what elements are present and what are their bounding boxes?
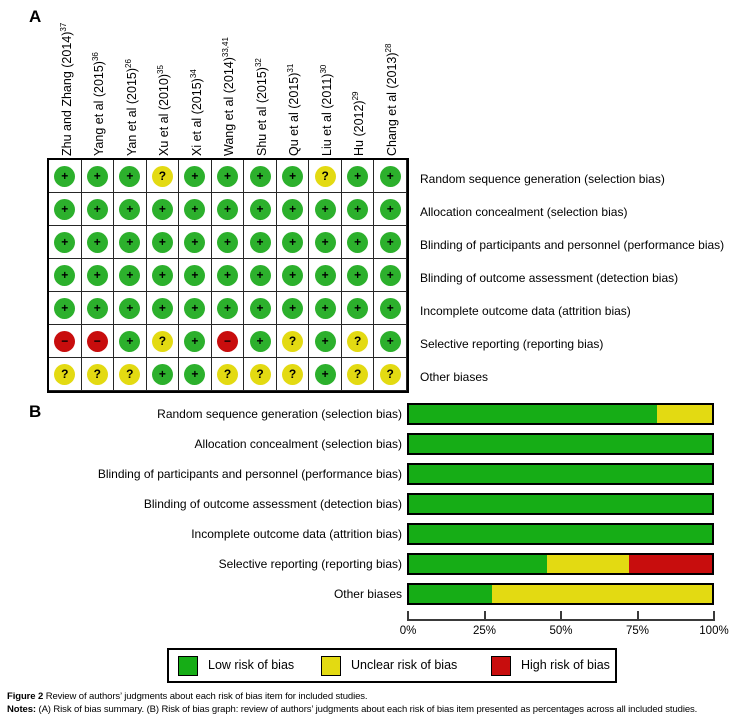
grid-cell (244, 160, 277, 193)
figure-title: Review of authors’ judgments about each risk of bias item for included studies. (43, 691, 368, 702)
judgment-low-icon: + (54, 166, 75, 187)
axis-tick (713, 611, 715, 621)
study-name: Shu et al (2015) (254, 67, 269, 156)
study-name: Qu et al (2015) (287, 72, 302, 156)
bar-category-label: Random sequence generation (selection bias) (157, 407, 402, 421)
grid-cell (147, 160, 180, 193)
judgment-low-icon: + (217, 232, 238, 253)
study-header (288, 64, 301, 156)
grid-cell (179, 160, 212, 193)
judgment-low-icon: + (54, 265, 75, 286)
study-name: Xi et al (2015) (189, 78, 204, 156)
bar-segment-low (409, 465, 712, 483)
judgment-low-icon: + (315, 331, 336, 352)
grid-cell (342, 358, 375, 391)
grid-cell (309, 160, 342, 193)
judgment-unclear-icon: ? (54, 364, 75, 385)
bias-item-label: Blinding of participants and personnel (performance bias) (420, 237, 725, 252)
grid-cell (244, 259, 277, 292)
grid-cell (212, 292, 245, 325)
judgment-low-icon: + (152, 364, 173, 385)
judgment-low-icon: + (184, 364, 205, 385)
judgment-low-icon: + (380, 199, 401, 220)
judgment-unclear-icon: ? (152, 166, 173, 187)
bar-category-label: Incomplete outcome data (attrition bias) (191, 527, 402, 541)
stacked-bar (407, 463, 714, 485)
bar-segment-low (409, 525, 712, 543)
grid-cell (212, 325, 245, 358)
legend-swatch-low (178, 656, 198, 676)
grid-cell (179, 292, 212, 325)
risk-grid (47, 158, 409, 393)
study-name: Wang et al (2014) (222, 57, 237, 156)
judgment-unclear-icon: ? (217, 364, 238, 385)
grid-cell (49, 325, 82, 358)
judgment-low-icon: + (315, 232, 336, 253)
grid-cell (342, 193, 375, 226)
stacked-bar (407, 523, 714, 545)
bar-segment-unclear (492, 585, 712, 603)
grid-cell (179, 358, 212, 391)
judgment-low-icon: + (250, 331, 271, 352)
grid-cell (114, 292, 147, 325)
bar-category-label: Selective reporting (reporting bias) (218, 557, 402, 571)
study-header (383, 43, 399, 156)
judgment-low-icon: + (217, 265, 238, 286)
study-name: Yan et al (2015) (124, 67, 139, 156)
grid-cell (342, 325, 375, 358)
grid-cell (277, 325, 310, 358)
grid-cell (179, 193, 212, 226)
study-name: Xu et al (2010) (157, 74, 172, 156)
grid-cell (49, 259, 82, 292)
bar-segment-low (409, 555, 547, 573)
legend-label: Low risk of bias (208, 658, 295, 672)
bar-segment-high (629, 555, 712, 573)
grid-cell (147, 292, 180, 325)
grid-cell (277, 193, 310, 226)
bias-item-label: Allocation concealment (selection bias) (420, 204, 628, 219)
grid-cell (309, 292, 342, 325)
grid-cell (374, 325, 407, 358)
judgment-low-icon: + (87, 298, 108, 319)
bar-segment-low (409, 405, 657, 423)
judgment-low-icon: + (184, 265, 205, 286)
judgment-low-icon: + (119, 166, 140, 187)
judgment-low-icon: + (152, 298, 173, 319)
grid-cell (212, 193, 245, 226)
grid-cell (82, 358, 115, 391)
judgment-low-icon: + (152, 199, 173, 220)
stacked-bar (407, 493, 714, 515)
grid-cell (244, 325, 277, 358)
judgment-low-icon: + (87, 265, 108, 286)
judgment-low-icon: + (282, 298, 303, 319)
grid-cell (309, 193, 342, 226)
study-name: Yang et al (2015) (92, 61, 107, 156)
study-ref: 36 (91, 52, 101, 62)
judgment-low-icon: + (184, 298, 205, 319)
judgment-low-icon: + (119, 265, 140, 286)
notes-label: Notes: (7, 704, 36, 715)
study-name: Zhu and Zhang (2014) (59, 31, 74, 156)
grid-cell (179, 226, 212, 259)
stacked-bar (407, 403, 714, 425)
judgment-low-icon: + (380, 265, 401, 286)
study-header (93, 52, 106, 156)
judgment-low-icon: + (347, 298, 368, 319)
grid-cell (82, 325, 115, 358)
legend-label: Unclear risk of bias (351, 658, 458, 672)
axis-tick-label: 50% (549, 625, 573, 637)
judgment-low-icon: + (347, 232, 368, 253)
judgment-low-icon: + (119, 298, 140, 319)
judgment-low-icon: + (282, 199, 303, 220)
grid-cell (147, 358, 180, 391)
grid-cell (244, 226, 277, 259)
axis-tick-label: 0% (399, 625, 417, 637)
judgment-high-icon: − (54, 331, 75, 352)
study-header (223, 37, 236, 156)
bar-category-label: Blinding of participants and personnel (performance bias) (97, 467, 402, 481)
bias-item-label: Random sequence generation (selection bias) (420, 171, 665, 186)
study-ref: 37 (58, 22, 68, 32)
notes-text: (A) Risk of bias summary. (B) Risk of bias graph: review of authors’ judgments about each risk of bias item presented as percentages across all included studies. (35, 704, 698, 715)
judgment-low-icon: + (380, 331, 401, 352)
judgment-low-icon: + (347, 265, 368, 286)
grid-cell (309, 226, 342, 259)
judgment-unclear-icon: ? (380, 364, 401, 385)
grid-cell (374, 226, 407, 259)
judgment-low-icon: + (152, 265, 173, 286)
grid-cell (342, 226, 375, 259)
grid-cell (374, 292, 407, 325)
grid-cell (114, 226, 147, 259)
axis-tick-label: 25% (472, 625, 497, 637)
judgment-low-icon: + (119, 232, 140, 253)
bias-item-label: Blinding of outcome assessment (detection bias) (420, 270, 679, 285)
judgment-low-icon: + (347, 199, 368, 220)
judgment-high-icon: − (217, 331, 238, 352)
grid-cell (82, 160, 115, 193)
axis-tick (407, 611, 409, 621)
grid-cell (244, 193, 277, 226)
grid-cell (114, 358, 147, 391)
study-ref: 30 (318, 64, 328, 74)
study-header (188, 69, 204, 156)
study-ref: 26 (123, 59, 133, 68)
grid-cell (212, 226, 245, 259)
judgment-low-icon: + (184, 232, 205, 253)
bar-segment-low (409, 585, 492, 603)
judgment-unclear-icon: ? (152, 331, 173, 352)
judgment-low-icon: + (250, 265, 271, 286)
grid-cell (114, 259, 147, 292)
grid-cell (49, 193, 82, 226)
study-header (58, 22, 74, 156)
axis-tick (484, 611, 486, 621)
bar-segment-low (409, 435, 712, 453)
grid-cell (309, 325, 342, 358)
bias-item-label: Other biases (420, 369, 489, 384)
judgment-low-icon: + (315, 265, 336, 286)
study-ref: 28 (383, 43, 393, 53)
bias-item-label: Incomplete outcome data (attrition bias) (420, 303, 631, 318)
study-name: Hu (2012) (352, 100, 367, 156)
axis-tick-label: 75% (625, 625, 650, 637)
grid-cell (49, 292, 82, 325)
grid-cell (374, 358, 407, 391)
judgment-low-icon: + (250, 232, 271, 253)
legend-swatch-high (491, 656, 511, 676)
figure-caption (7, 690, 738, 716)
judgment-low-icon: + (87, 166, 108, 187)
grid-cell (342, 259, 375, 292)
grid-cell (82, 259, 115, 292)
judgment-low-icon: + (184, 199, 205, 220)
judgment-low-icon: + (184, 331, 205, 352)
judgment-low-icon: + (282, 166, 303, 187)
study-header (318, 64, 334, 156)
grid-cell (309, 358, 342, 391)
judgment-low-icon: + (315, 199, 336, 220)
bar-segment-low (409, 495, 712, 513)
bar-category-label: Blinding of outcome assessment (detection bias) (143, 497, 402, 511)
judgment-low-icon: + (380, 166, 401, 187)
study-header (253, 58, 269, 156)
judgment-low-icon: + (250, 166, 271, 187)
grid-cell (179, 325, 212, 358)
judgment-unclear-icon: ? (282, 364, 303, 385)
judgment-unclear-icon: ? (282, 331, 303, 352)
axis-tick (560, 611, 562, 621)
judgment-unclear-icon: ? (315, 166, 336, 187)
judgment-unclear-icon: ? (87, 364, 108, 385)
grid-cell (114, 193, 147, 226)
judgment-low-icon: + (87, 199, 108, 220)
caption-line-1 (7, 690, 738, 703)
judgment-low-icon: + (217, 298, 238, 319)
judgment-low-icon: + (347, 166, 368, 187)
judgment-low-icon: + (119, 199, 140, 220)
judgment-unclear-icon: ? (347, 364, 368, 385)
grid-cell (309, 259, 342, 292)
grid-cell (49, 226, 82, 259)
judgment-low-icon: + (87, 232, 108, 253)
study-ref: 33,41 (221, 37, 231, 58)
grid-cell (147, 259, 180, 292)
grid-cell (342, 160, 375, 193)
stacked-bar (407, 553, 714, 575)
judgment-low-icon: + (119, 331, 140, 352)
grid-cell (212, 358, 245, 391)
study-name: Liu et al (2011) (319, 73, 334, 156)
bar-segment-unclear (657, 405, 712, 423)
grid-cell (114, 160, 147, 193)
grid-cell (374, 160, 407, 193)
judgment-unclear-icon: ? (119, 364, 140, 385)
judgment-unclear-icon: ? (347, 331, 368, 352)
stacked-bar (407, 433, 714, 455)
judgment-low-icon: + (54, 232, 75, 253)
grid-cell (212, 259, 245, 292)
stacked-bar (407, 583, 714, 605)
grid-cell (82, 193, 115, 226)
grid-cell (114, 325, 147, 358)
legend-swatch-unclear (321, 656, 341, 676)
grid-cell (147, 325, 180, 358)
grid-cell (277, 259, 310, 292)
grid-cell (342, 292, 375, 325)
judgment-low-icon: + (380, 232, 401, 253)
study-ref: 34 (188, 69, 198, 79)
grid-cell (244, 358, 277, 391)
study-ref: 29 (351, 91, 361, 101)
legend-label: High risk of bias (521, 658, 610, 672)
grid-cell (277, 160, 310, 193)
bar-segment-unclear (547, 555, 630, 573)
judgment-low-icon: + (54, 298, 75, 319)
grid-cell (82, 226, 115, 259)
judgment-low-icon: + (250, 199, 271, 220)
judgment-low-icon: + (250, 298, 271, 319)
study-name: Chang et al (2013) (384, 52, 399, 156)
judgment-low-icon: + (315, 298, 336, 319)
figure-number: Figure 2 (7, 691, 44, 702)
bar-category-label: Other biases (333, 587, 402, 601)
grid-cell (49, 160, 82, 193)
grid-cell (374, 259, 407, 292)
grid-cell (179, 259, 212, 292)
judgment-low-icon: + (282, 265, 303, 286)
judgment-low-icon: + (380, 298, 401, 319)
legend (167, 648, 617, 683)
grid-cell (277, 358, 310, 391)
bias-item-label: Selective reporting (reporting bias) (420, 336, 604, 351)
study-ref: 31 (286, 63, 296, 73)
study-header (353, 92, 366, 157)
grid-cell (212, 160, 245, 193)
panel-b-label: B (29, 402, 42, 421)
judgment-low-icon: + (217, 199, 238, 220)
axis-tick (637, 611, 639, 621)
study-ref: 32 (253, 58, 263, 68)
grid-cell (244, 292, 277, 325)
judgment-low-icon: + (217, 166, 238, 187)
grid-cell (277, 226, 310, 259)
grid-cell (277, 292, 310, 325)
study-ref: 35 (156, 65, 166, 74)
judgment-low-icon: + (282, 232, 303, 253)
grid-cell (147, 193, 180, 226)
judgment-low-icon: + (184, 166, 205, 187)
judgment-unclear-icon: ? (250, 364, 271, 385)
judgment-low-icon: + (54, 199, 75, 220)
study-header (123, 59, 139, 156)
grid-cell (374, 193, 407, 226)
bar-category-label: Allocation concealment (selection bias) (194, 437, 402, 451)
caption-line-2 (7, 703, 738, 716)
grid-cell (49, 358, 82, 391)
panel-a-label: A (29, 7, 42, 26)
judgment-low-icon: + (315, 364, 336, 385)
study-header (158, 65, 171, 156)
judgment-high-icon: − (87, 331, 108, 352)
grid-cell (147, 226, 180, 259)
judgment-low-icon: + (152, 232, 173, 253)
grid-cell (82, 292, 115, 325)
axis-tick-label: 100% (699, 625, 729, 637)
